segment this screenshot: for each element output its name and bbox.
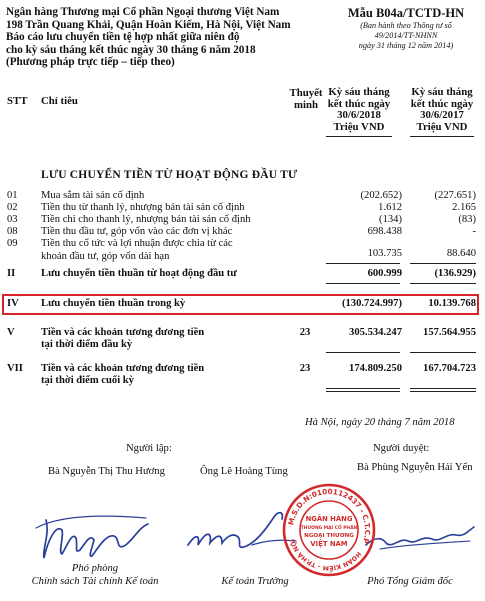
report-period: cho kỳ sáu tháng kết thúc ngày 30 tháng 6 năm 2018 (6, 43, 256, 56)
preparer-signature (28, 500, 158, 565)
section-title: LƯU CHUYỂN TIỀN TỪ HOẠT ĐỘNG ĐẦU TƯ (41, 169, 298, 181)
approved-by-label: Người duyệt: (373, 443, 430, 454)
header-underline (326, 136, 392, 137)
report-method: (Phương pháp trực tiếp – tiếp theo) (6, 56, 175, 69)
bank-address: 198 Trần Quang Khải, Quận Hoàn Kiếm, Hà Nội, Việt Nam (6, 18, 291, 31)
chief-accountant-name: Ông Lê Hoàng Tùng (200, 466, 288, 477)
svg-text:HOÀN KIẾM - TP.HÀ NỘI: HOÀN KIẾM - TP.HÀ NỘI (289, 537, 363, 572)
svg-text:NGOẠI THƯƠNG: NGOẠI THƯƠNG (304, 533, 354, 539)
preparer-department: Chính sách Tài chính Kế toán (31, 576, 159, 587)
double-line (326, 388, 400, 389)
subtotal-line (326, 263, 400, 264)
subtotal-line (410, 263, 476, 264)
preparer-title: Phó phòng (71, 563, 119, 574)
report-title: Báo cáo lưu chuyển tiền tệ hợp nhất giữa niên độ (6, 31, 240, 44)
column-header-thuyet-minh: Thuyết minh (289, 87, 323, 111)
company-stamp (281, 482, 377, 578)
form-note-line: 49/2014/TT-NHNN (374, 31, 438, 40)
form-code: Mẫu B04a/TCTD-HN (347, 6, 465, 20)
form-code-block (330, 6, 482, 51)
preparer-name: Bà Nguyễn Thị Thu Hương (48, 466, 165, 477)
prepared-by-label: Người lập: (126, 443, 172, 454)
bank-name: Ngân hàng Thương mại Cổ phần Ngoại thương Việt Nam (6, 6, 280, 18)
total-line (410, 283, 476, 284)
column-header-2017: Kỳ sáu tháng kết thúc ngày 30/6/2017 Triệu VND (410, 86, 474, 133)
date-place: Hà Nội, ngày 20 tháng 7 năm 2018 (305, 417, 455, 428)
column-header-2018: Kỳ sáu tháng kết thúc ngày 30/6/2018 Triệu VND (327, 86, 391, 133)
deputy-director-title: Phó Tổng Giám đốc (367, 576, 453, 587)
total-line (326, 352, 400, 353)
form-note-line: (Ban hành theo Thông tư số (360, 21, 452, 30)
form-note-line: ngày 31 tháng 12 năm 2014) (358, 41, 454, 50)
svg-text:NGÂN HÀNG: NGÂN HÀNG (305, 515, 353, 523)
total-line (326, 283, 400, 284)
report-header (6, 6, 291, 69)
column-header-stt: STT (7, 95, 28, 107)
deputy-director-name: Bà Phùng Nguyễn Hải Yến (357, 462, 473, 473)
chief-accountant-title: Kế toán Trưởng (221, 576, 289, 587)
column-header-chi-tieu: Chỉ tiêu (41, 95, 78, 107)
svg-text:THƯƠNG MẠI CỔ PHẦN: THƯƠNG MẠI CỔ PHẦN (300, 526, 358, 531)
svg-text:M.S.D.N:0100112437 - C.T.C.P: M.S.D.N:0100112437 - C.T.C.P (286, 486, 373, 545)
double-line (326, 391, 400, 392)
svg-text:VIỆT NAM: VIỆT NAM (310, 540, 348, 548)
deputy-director-signature (360, 515, 478, 560)
total-line (410, 352, 476, 353)
header-underline (410, 136, 474, 137)
double-line (410, 388, 476, 389)
double-line (410, 391, 476, 392)
